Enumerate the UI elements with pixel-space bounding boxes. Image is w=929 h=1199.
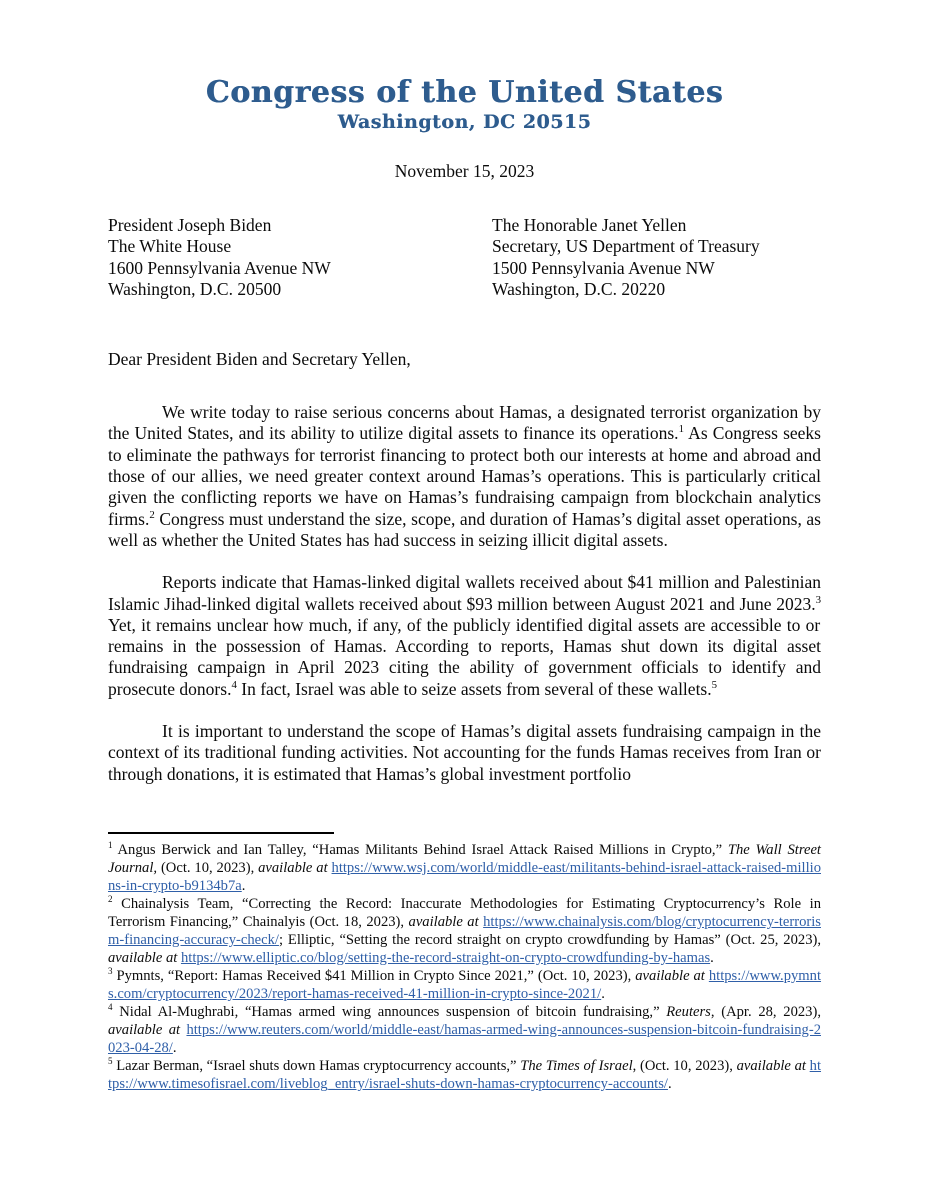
- hyperlink[interactable]: https://www.chainalysis.com/blog/cryptocurrency-terrorism-financing-accuracy-check/: [108, 913, 821, 948]
- text-run: ; Elliptic, “Setting the record straight on crypto crowdfunding by Hamas” (Oct. 25, 2023),: [278, 931, 821, 948]
- footnote-4: [108, 1003, 821, 1057]
- letterhead: [108, 76, 821, 134]
- text-run: In fact, Israel was able to seize assets from several of these wallets.: [236, 678, 712, 699]
- recipient-blocks: [108, 215, 821, 300]
- footnote-marker: 1: [678, 423, 684, 436]
- footnote-marker: 1: [108, 840, 113, 851]
- italic-run: available at: [635, 967, 705, 984]
- text-run: .: [172, 1039, 177, 1056]
- recipient-block-yellen: [492, 215, 821, 300]
- recipient-block-biden: [108, 215, 492, 300]
- footnote-2: [108, 895, 821, 967]
- footnote-5: [108, 1057, 821, 1093]
- text-run: , (Oct. 10, 2023),: [632, 1057, 737, 1074]
- italic-run: available at: [108, 1021, 181, 1038]
- text-run: We write today to raise serious concerns about Hamas, a designated terrorist organization by the United States, and its ability to utilize digital assets to finance its operations.: [108, 402, 821, 444]
- salutation: Dear President Biden and Secretary Yellen,: [108, 349, 411, 370]
- footnote-marker: 3: [815, 593, 821, 606]
- recipient-city: Washington, D.C. 20500: [108, 278, 282, 299]
- text-run: Pymnts, “Report: Hamas Received $41 Million in Crypto Since 2021,” (Oct. 10, 2023),: [112, 967, 636, 984]
- hyperlink[interactable]: https://www.pymnts.com/cryptocurrency/2023/report-hamas-received-41-million-in-crypto-since-2021/: [108, 967, 822, 1002]
- recipient-org: The White House: [108, 236, 232, 257]
- recipient-name: President Joseph Biden: [108, 215, 272, 235]
- footnote-marker: 2: [149, 508, 155, 521]
- text-run: Angus Berwick and Ian Talley, “Hamas Militants Behind Israel Attack Raised Millions in Crypto,”: [112, 841, 728, 858]
- hyperlink[interactable]: https://www.wsj.com/world/middle-east/militants-behind-israel-attack-raised-millions-in-crypto-b9134b7a: [108, 859, 821, 894]
- italic-run: available at: [258, 859, 328, 876]
- body-paragraph-2: [108, 572, 821, 700]
- recipient-street: 1500 Pennsylvania Avenue NW: [492, 257, 715, 278]
- footnote-marker: 3: [108, 966, 113, 977]
- hyperlink[interactable]: https://www.elliptic.co/blog/setting-the-record-straight-on-crypto-crowdfunding-by-hamas: [180, 949, 711, 966]
- recipient-name: The Honorable Janet Yellen: [492, 215, 687, 235]
- text-run: It is important to understand the scope of Hamas’s digital assets fundraising campaign in the context of its traditional funding activities. Not accounting for the funds Hamas receives from Iran or through donations, it is estimated that Hamas’s global investment portfolio: [108, 721, 821, 784]
- footnote-marker: 4: [231, 678, 237, 691]
- text-run: Nidal Al-Mughrabi, “Hamas armed wing announces suspension of bitcoin fundraising,”: [112, 1003, 667, 1020]
- text-run: .: [710, 949, 714, 966]
- text-run: Chainalysis Team, “Correcting the Record: Inaccurate Methodologies for Estimating Cryptocurrency’s Role in Terrorism Financing,” Chainalyis (Oct. 18, 2023),: [108, 895, 821, 930]
- text-run: Lazar Berman, “Israel shuts down Hamas cryptocurrency accounts,”: [112, 1057, 521, 1074]
- footnote-divider: [108, 832, 334, 834]
- text-run: (Oct. 10, 2023),: [157, 859, 259, 876]
- text-run: As Congress seeks to eliminate the pathways for terrorist financing to protect both our interests at home and abroad and those of our allies, we need greater context around Hamas’s operations. This is particularly critical given the conflicting reports we have on Hamas’s fundraising campaign from blockchain analytics firms.: [108, 423, 821, 529]
- hyperlink[interactable]: https://www.timesofisrael.com/liveblog_entry/israel-shuts-down-hamas-cryptocurrency-accounts/: [108, 1057, 822, 1092]
- text-run: .: [241, 877, 246, 894]
- text-run: , (Apr. 28, 2023),: [710, 1003, 821, 1020]
- footnote-marker: 2: [108, 894, 113, 905]
- text-run: .: [667, 1075, 672, 1092]
- body-paragraph-3: [108, 721, 821, 785]
- italic-run: available at: [108, 949, 178, 966]
- text-run: .: [601, 985, 605, 1002]
- recipient-street: 1600 Pennsylvania Avenue NW: [108, 257, 331, 278]
- italic-run: The Wall Street Journal,: [108, 841, 821, 876]
- text-run: Congress must understand the size, scope, and duration of Hamas’s digital asset operations, as well as whether the United States has had success in seizing illicit digital assets.: [108, 508, 821, 550]
- italic-run: The Times of Israel: [520, 1057, 633, 1074]
- text-run: Reports indicate that Hamas-linked digital wallets received about $41 million and Palestinian Islamic Jihad-linked digital wallets received about $93 million between August 2021 and June 2023.: [108, 572, 821, 614]
- letterhead-city: Washington, DC 20515: [337, 111, 592, 133]
- footnote-marker: 5: [108, 1056, 113, 1067]
- footnote-marker: 5: [711, 678, 718, 691]
- recipient-org: Secretary, US Department of Treasury: [492, 236, 760, 257]
- text-run: Yet, it remains unclear how much, if any, of the publicly identified digital assets are accessible to or remains in the possession of Hamas. According to reports, Hamas shut down its digital asset fundraising campaign in April 2023 citing the ability of government officials to identify and prosecute donors.: [108, 614, 821, 699]
- letter-date: November 15, 2023: [394, 161, 535, 181]
- italic-run: available at: [408, 913, 479, 930]
- recipient-city: Washington, D.C. 20220: [492, 278, 666, 299]
- footnote-section: [108, 832, 821, 1093]
- italic-run: Reuters: [666, 1003, 711, 1020]
- body-paragraph-1: [108, 402, 821, 551]
- letterhead-org: Congress of the United States: [205, 75, 724, 110]
- footnote-3: [108, 967, 821, 1003]
- hyperlink[interactable]: https://www.reuters.com/world/middle-east/hamas-armed-wing-announces-suspension-bitcoin-fundraising-2023-04-28/: [108, 1021, 821, 1056]
- footnote-1: [108, 841, 821, 895]
- footnote-marker: 4: [108, 1002, 113, 1013]
- italic-run: available at: [736, 1057, 806, 1074]
